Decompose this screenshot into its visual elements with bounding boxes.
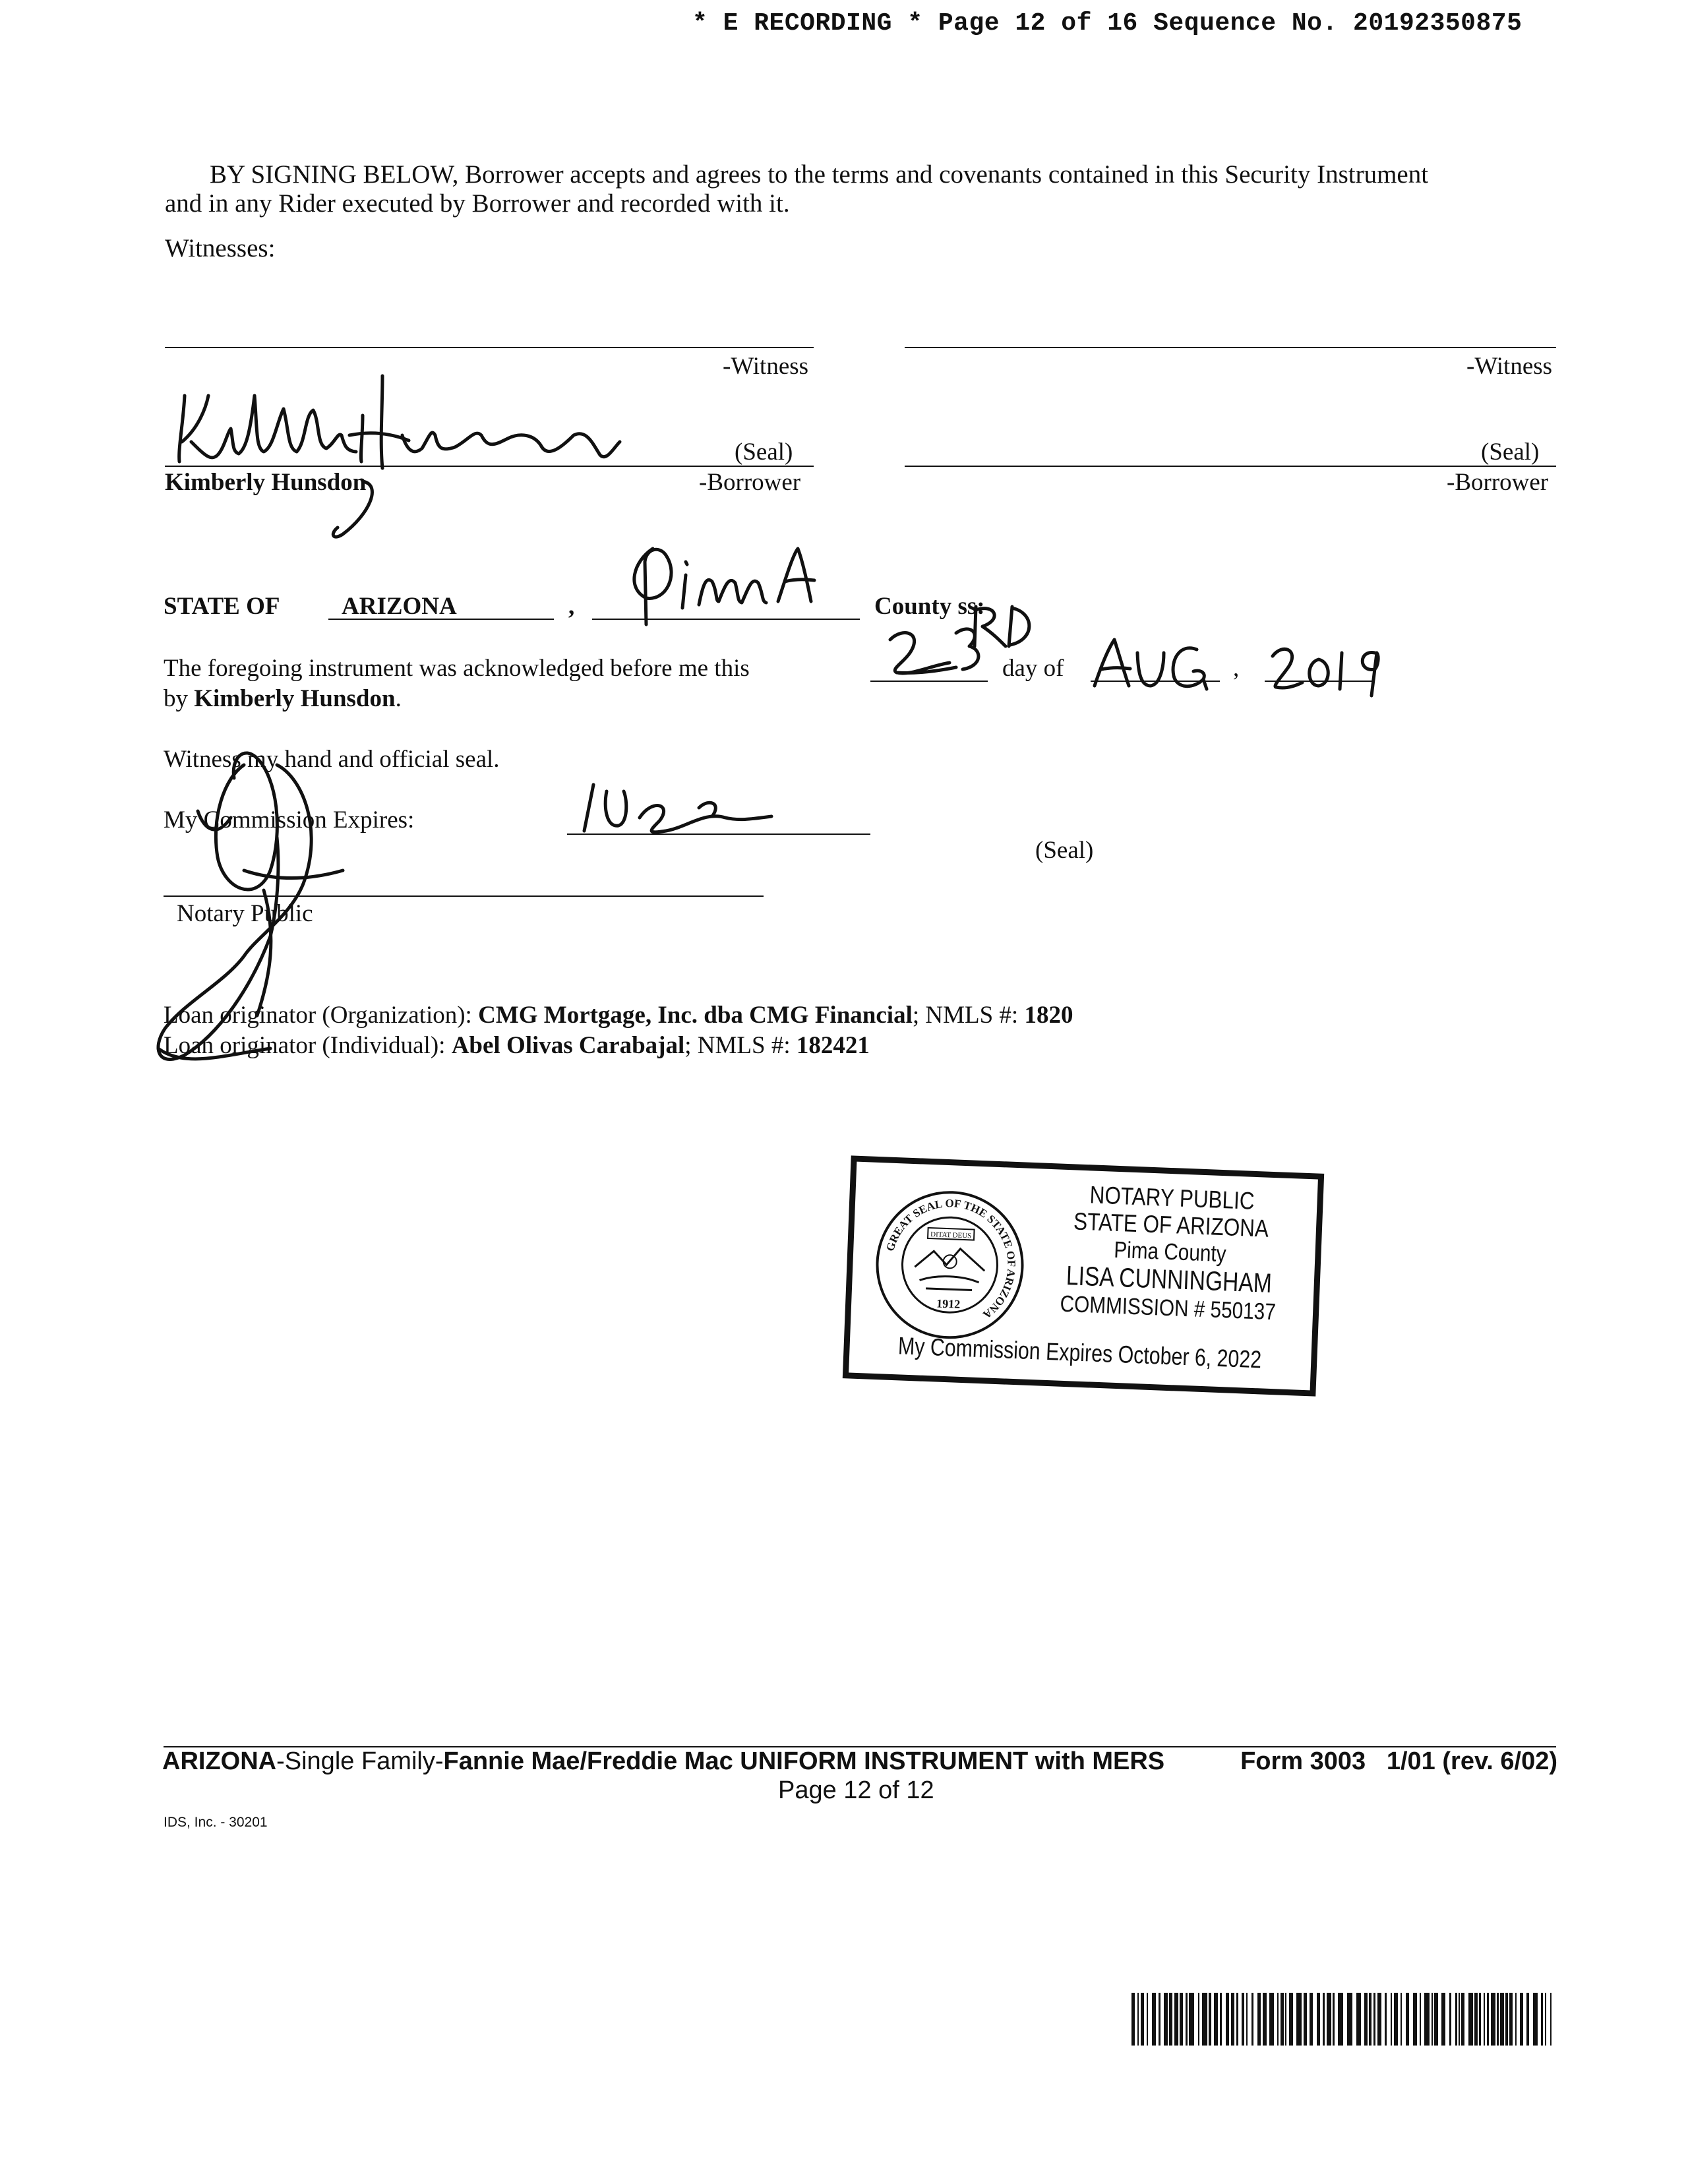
- handwritten-county: [620, 535, 837, 628]
- recording-header: * E RECORDING * Page 12 of 16 Sequence No. 20192350875: [692, 9, 1522, 38]
- barcode-bar: [1461, 1993, 1464, 2046]
- seal-label-right: (Seal): [1481, 439, 1540, 466]
- footer-form-number: Form 3003 1/01 (rev. 6/02): [1240, 1747, 1557, 1775]
- barcode-bar: [1497, 1993, 1499, 2046]
- seal-ring-text: GREAT SEAL OF THE STATE OF ARIZONA: [884, 1197, 1018, 1321]
- barcode-bar: [1347, 1993, 1352, 2046]
- witness-label-left: -Witness: [723, 353, 809, 380]
- stamp-line3: Pima County: [1113, 1236, 1227, 1267]
- barcode-bar: [1263, 1993, 1267, 2046]
- barcode-bar: [1541, 1993, 1543, 2046]
- footer-page-label: Page 12 of 12: [778, 1776, 934, 1804]
- barcode-bar: [1198, 1993, 1199, 2046]
- barcode-bar: [1401, 1993, 1402, 2046]
- barcode-bar: [1459, 1993, 1460, 2046]
- county-label: County ss:: [874, 593, 985, 620]
- barcode-bar: [1420, 1993, 1421, 2046]
- barcode-bar: [1169, 1993, 1172, 2046]
- barcode-bar: [1257, 1993, 1261, 2046]
- witnesses-label: Witnesses:: [165, 234, 276, 262]
- barcode-bar: [1333, 1993, 1335, 2046]
- state-line: [328, 619, 554, 620]
- barcode-bar: [1214, 1993, 1218, 2046]
- barcode-bar: [1180, 1993, 1183, 2046]
- barcode-bar: [1520, 1993, 1523, 2046]
- seal-year: 1912: [936, 1296, 961, 1311]
- month-comma: ,: [1233, 655, 1240, 682]
- barcode-bar: [1141, 1993, 1144, 2046]
- loan-originator-org: [164, 1000, 1073, 1031]
- footer-description: [162, 1747, 1164, 1776]
- by-line: [164, 683, 402, 715]
- barcode-bar: [1202, 1993, 1207, 2046]
- barcode-bar: [1296, 1993, 1302, 2046]
- barcode-bar: [1246, 1993, 1248, 2046]
- barcode-bar: [1231, 1993, 1234, 2046]
- barcode-bar: [1377, 1993, 1381, 2046]
- witness-line-left: [165, 347, 814, 348]
- barcode-bar: [1369, 1993, 1372, 2046]
- barcode-bar: [1289, 1993, 1293, 2046]
- org-name: CMG Mortgage, Inc. dba CMG Financial: [478, 1002, 913, 1029]
- state-value: ARIZONA: [342, 593, 457, 620]
- ind-nmls: 182421: [796, 1032, 870, 1059]
- stamp-line4: LISA CUNNINGHAM: [1066, 1260, 1273, 1299]
- barcode-bar: [1317, 1993, 1320, 2046]
- ind-label: Loan originator (Individual):: [164, 1032, 446, 1059]
- barcode-bar: [1186, 1993, 1188, 2046]
- day-of-label: day of: [1002, 655, 1064, 682]
- by-suffix: .: [395, 685, 402, 712]
- barcode-bar: [1373, 1993, 1375, 2046]
- witness-label-right: -Witness: [1466, 353, 1553, 380]
- barcode-bar: [1220, 1993, 1222, 2046]
- barcode-bar: [1364, 1993, 1368, 2046]
- barcode-bar: [1269, 1993, 1274, 2046]
- barcode-bar: [1413, 1993, 1417, 2046]
- loan-originator-ind: [164, 1030, 870, 1062]
- witness-hand-text: Witness my hand and official seal.: [164, 746, 500, 773]
- barcode-bar: [1285, 1993, 1286, 2046]
- barcode-bar: [1189, 1993, 1194, 2046]
- barcode-bar: [1455, 1993, 1457, 2046]
- by-name: Kimberly Hunsdon: [194, 685, 396, 712]
- footer-desc-plain: -Single Family-: [276, 1747, 444, 1775]
- barcode-bar: [1164, 1993, 1168, 2046]
- stamp-line6: My Commission Expires October 6, 2022: [897, 1332, 1262, 1374]
- barcode-bar: [1242, 1993, 1244, 2046]
- barcode-bar: [1500, 1993, 1504, 2046]
- barcode-bar: [1545, 1993, 1546, 2046]
- barcode-bar: [1505, 1993, 1508, 2046]
- commission-expires-label: My Commission Expires:: [164, 806, 415, 834]
- stamp-line2: STATE OF ARIZONA: [1073, 1207, 1269, 1243]
- barcode-bar: [1550, 1993, 1552, 2046]
- barcode-bar: [1424, 1993, 1430, 2046]
- witness-line-right: [905, 347, 1556, 348]
- barcode-bar: [1491, 1993, 1495, 2046]
- barcode-bar: [1441, 1993, 1445, 2046]
- footer-state: ARIZONA: [162, 1747, 277, 1775]
- barcode-bar: [1251, 1993, 1253, 2046]
- barcode-bar: [1394, 1993, 1398, 2046]
- borrower-signature: [165, 369, 666, 541]
- stamp-line1: NOTARY PUBLIC: [1089, 1181, 1255, 1215]
- barcode: [1131, 1993, 1553, 2046]
- barcode-bar: [1406, 1993, 1409, 2046]
- barcode-bar: [1474, 1993, 1478, 2046]
- notary-seal-label: (Seal): [1035, 837, 1094, 864]
- barcode-bar: [1277, 1993, 1279, 2046]
- acknowledged-text: The foregoing instrument was acknowledged before me this: [164, 655, 750, 682]
- handwritten-month: [1088, 626, 1220, 699]
- barcode-bar: [1236, 1993, 1238, 2046]
- barcode-bar: [1434, 1993, 1438, 2046]
- state-seal: [871, 1186, 1029, 1344]
- barcode-bar: [1385, 1993, 1387, 2046]
- barcode-bar: [1356, 1993, 1361, 2046]
- barcode-bar: [1323, 1993, 1325, 2046]
- barcode-bar: [1526, 1993, 1529, 2046]
- barcode-bar: [1533, 1993, 1538, 2046]
- notary-public-label: Notary Public: [177, 900, 313, 927]
- barcode-bar: [1509, 1993, 1513, 2046]
- borrower-label-left: -Borrower: [699, 469, 801, 496]
- handwritten-expires: [580, 772, 791, 837]
- footer-ids-label: IDS, Inc. - 30201: [164, 1815, 268, 1830]
- org-nmls-label: ; NMLS #:: [912, 1002, 1019, 1029]
- org-label: Loan originator (Organization):: [164, 1002, 472, 1029]
- handwritten-year: [1266, 626, 1398, 699]
- barcode-bar: [1174, 1993, 1178, 2046]
- barcode-bar: [1137, 1993, 1139, 2046]
- by-prefix: by: [164, 685, 188, 712]
- signing-statement-line2: and in any Rider executed by Borrower and recorded with it.: [165, 189, 790, 218]
- barcode-bar: [1327, 1993, 1331, 2046]
- barcode-bar: [1147, 1993, 1148, 2046]
- borrower-name: Kimberly Hunsdon: [165, 469, 367, 496]
- org-nmls: 1820: [1024, 1002, 1073, 1029]
- ind-name: Abel Olivas Carabajal: [451, 1032, 685, 1059]
- barcode-bar: [1209, 1993, 1211, 2046]
- signing-statement-line1: BY SIGNING BELOW, Borrower accepts and agrees to the terms and covenants contained in this Security Instrument: [210, 160, 1429, 189]
- notary-stamp: [843, 1155, 1324, 1396]
- seal-motto: DITAT DEUS: [930, 1230, 972, 1240]
- barcode-bar: [1159, 1993, 1160, 2046]
- barcode-bar: [1432, 1993, 1433, 2046]
- stamp-line5: COMMISSION # 550137: [1059, 1290, 1277, 1325]
- barcode-bar: [1468, 1993, 1473, 2046]
- barcode-bar: [1515, 1993, 1517, 2046]
- barcode-bar: [1131, 1993, 1135, 2046]
- seal-label-left: (Seal): [735, 439, 793, 466]
- ind-nmls-label: ; NMLS #:: [684, 1032, 791, 1059]
- barcode-bar: [1479, 1993, 1481, 2046]
- barcode-bar: [1152, 1993, 1156, 2046]
- footer-desc-bold: Fannie Mae/Freddie Mac UNIFORM INSTRUMENT with MERS: [443, 1747, 1165, 1775]
- barcode-bar: [1281, 1993, 1284, 2046]
- barcode-bar: [1391, 1993, 1392, 2046]
- barcode-bar: [1310, 1993, 1313, 2046]
- barcode-bar: [1338, 1993, 1343, 2046]
- barcode-bar: [1484, 1993, 1485, 2046]
- barcode-bar: [1226, 1993, 1229, 2046]
- state-comma: ,: [568, 593, 575, 620]
- state-of-label: STATE OF: [164, 593, 280, 620]
- barcode-bar: [1304, 1993, 1307, 2046]
- barcode-bar: [1449, 1993, 1451, 2046]
- barcode-bar: [1487, 1993, 1489, 2046]
- borrower-label-right: -Borrower: [1447, 469, 1549, 496]
